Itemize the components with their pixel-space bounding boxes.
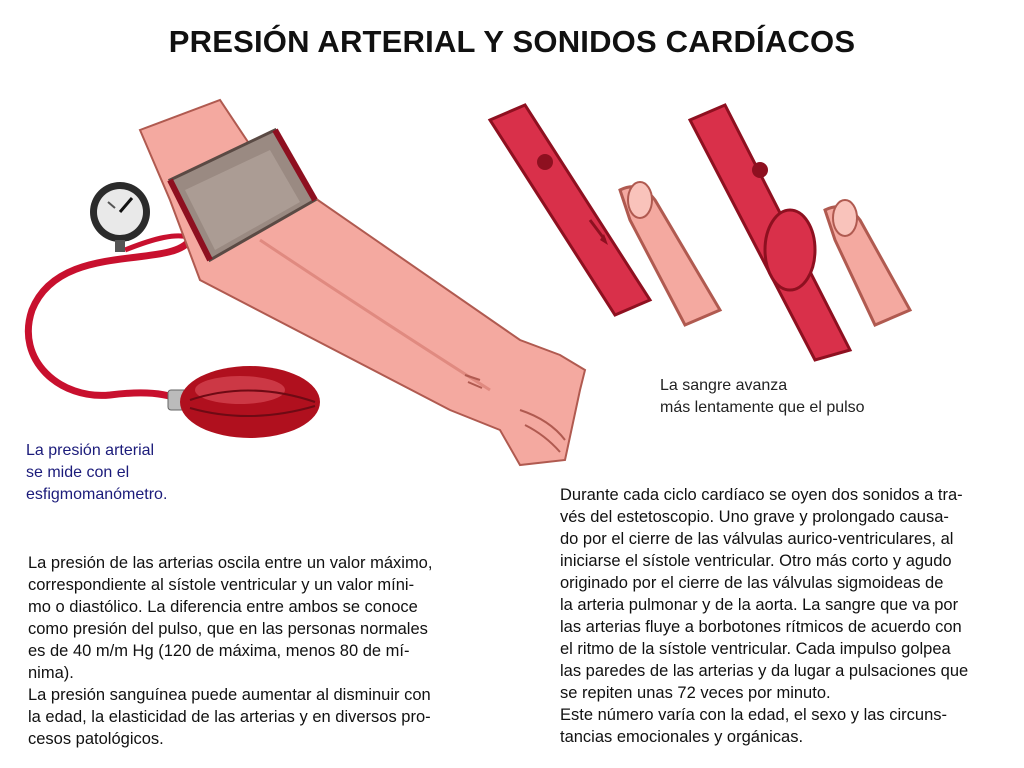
artery-pulse-illustration [480, 100, 920, 360]
paragraph-line: cesos patológicos. [28, 730, 164, 748]
paragraph-line: la edad, la elasticidad de las arterias y en diversos pro- [28, 708, 431, 726]
paragraph-line: tancias emocionales y orgánicas. [560, 728, 804, 746]
paragraph-line: las paredes de las arterias y da lugar a pulsaciones que [560, 662, 969, 680]
arm-caption [26, 440, 167, 506]
paragraph-line: las arterias fluye a borbotones rítmicos de acuerdo con [560, 618, 962, 636]
paragraph-line: Este número varía con la edad, el sexo y las circuns- [560, 706, 948, 724]
pressure-tube [28, 240, 190, 400]
paragraph-line: originado por el cierre de las válvulas sigmoideas de [560, 574, 944, 592]
paragraph-line: el ritmo de la sístole ventricular. Cada impulso golpea [560, 640, 951, 658]
pulse-caption-line: más lentamente que el pulso [660, 399, 865, 416]
arm-caption-line: esfigmomanómetro. [26, 486, 168, 503]
paragraph-line: es de 40 m/m Hg (120 de máxima, menos 80 de mí- [28, 642, 410, 660]
paragraph-line: nima). [28, 664, 74, 682]
inflation-bulb-icon [168, 366, 320, 438]
paragraph-line: correspondiente al sístole ventricular y un valor míni- [28, 576, 415, 594]
heart-sounds-paragraph [560, 484, 968, 748]
paragraph-line: La presión sanguínea puede aumentar al disminuir con [28, 686, 431, 704]
artery-diagram-1-icon [490, 105, 720, 325]
paragraph-line: se repiten unas 72 veces por minuto. [560, 684, 831, 702]
paragraph-line: iniciarse el sístole ventricular. Otro más corto y agudo [560, 552, 952, 570]
paragraph-line: mo o diastólico. La diferencia entre ambos se conoce [28, 598, 418, 616]
paragraph-line: Durante cada ciclo cardíaco se oyen dos sonidos a tra- [560, 486, 963, 504]
artery-diagram-2-icon [690, 105, 910, 360]
page-title: PRESIÓN ARTERIAL Y SONIDOS CARDÍACOS [168, 24, 856, 59]
paragraph-line: do por el cierre de las válvulas aurico-ventriculares, al [560, 530, 954, 548]
paragraph-line: La presión de las arterias oscila entre un valor máximo, [28, 554, 433, 572]
paragraph-line: la arteria pulmonar y de la aorta. La sangre que va por [560, 596, 959, 614]
pulse-caption-line: La sangre avanza [660, 377, 788, 394]
arm-caption-line: La presión arterial [26, 442, 155, 459]
paragraph-line: como presión del pulso, que en las personas normales [28, 620, 428, 638]
blood-pressure-paragraph [28, 552, 432, 750]
paragraph-line: vés del estetoscopio. Uno grave y prolongado causa- [560, 508, 949, 526]
pulse-caption [660, 375, 865, 419]
arm-caption-line: se mide con el [26, 464, 130, 481]
